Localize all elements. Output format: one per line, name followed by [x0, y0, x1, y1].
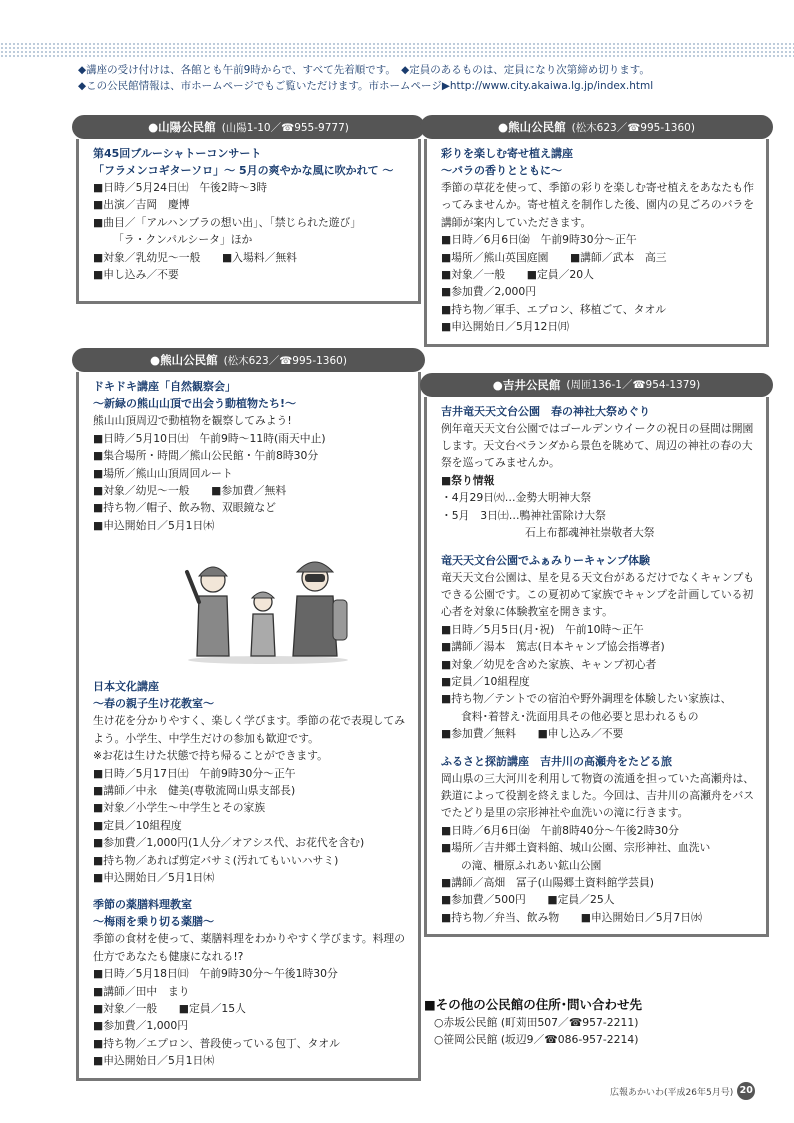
sanyo-section: [76, 139, 421, 304]
kumayama2-header: [420, 115, 773, 139]
info-line: 「ラ・クンパルシータ」ほか: [113, 233, 253, 247]
top-dot-band: [0, 42, 794, 58]
info-line: ■日時／5月10日㈯ 午前9時～11時(雨天中止): [93, 431, 326, 445]
fest-line: ・4月29日㈫…金勢大明神大祭: [441, 491, 592, 505]
notices: [78, 62, 778, 94]
info-line: ■持ち物／エプロン、普段使っている包丁、タオル: [93, 1036, 340, 1050]
nature-subtitle: ～新緑の熊山山頂で出会う動植物たち!～: [93, 397, 297, 411]
info-line: ■持ち物／テントでの宿泊や野外調理を体験したい家族は、: [441, 692, 732, 706]
fest-heading: ■祭り情報: [441, 473, 495, 487]
info-line: ■定員／10組程度: [93, 818, 182, 832]
info-line: ■曲目／「アルハンブラの想い出」、「禁じられた遊び」: [93, 215, 362, 229]
info-line: ■対象／一般 ■定員／15人: [93, 1001, 246, 1015]
notice-line: ◆講座の受け付けは、各館とも午前9時からで、すべて先着順です。 ◆定員のあるものは、定員になり次第締め切ります。: [78, 64, 650, 76]
left-column: [76, 115, 421, 1081]
info-line: ■対象／乳幼児～一般 ■入場料／無料: [93, 250, 297, 264]
nature-title: ドキドキ講座「自然観察会」: [93, 380, 236, 394]
shrine-block: [441, 403, 756, 542]
fest-line: ・5月 3日㈯…鴨神社雷除け大祭: [441, 508, 606, 522]
nature-block: [93, 378, 408, 534]
takasebune-title: ふるさと探訪講座 吉井川の高瀬舟をたどる旅: [441, 754, 672, 768]
info-line: ■持ち物／あれば剪定バサミ(汚れてもいいハサミ): [93, 853, 339, 867]
shrine-title: 吉井竜天天文台公園 春の神社大祭めぐり: [441, 404, 650, 418]
contact-title: ■その他の公民館の住所･問い合わせ先: [424, 997, 643, 1012]
info-line: ■講師／田中 まり: [93, 984, 190, 998]
info-line: ■参加費／1,000円(1人分／オアシス代、お花代を含む): [93, 836, 365, 850]
yoshii-header: [420, 373, 773, 397]
right-column: [424, 115, 769, 937]
kumayama-header: [72, 348, 425, 372]
camp-title: 竜天天文台公園でふぁみりーキャンプ体験: [441, 553, 650, 567]
info-line: ■参加費／無料 ■申し込み／不要: [441, 727, 624, 741]
info-line: ■参加費／2,000円: [441, 285, 537, 299]
notice-line: ◆この公民館情報は、市ホームページでもご覧いただけます。市ホームページ▶http://www.city.akaiwa.lg.jp/index.html: [78, 80, 654, 92]
info-line: ■申込開始日／5月12日㈪: [441, 320, 569, 334]
shrine-body: 例年竜天天文台公園ではゴールデンウイークの祝日の昼間は開園します。天文台ベランダから景色を眺めて、周辺の神社の春の大祭を巡ってみませんか。: [441, 421, 754, 470]
concert-block: [93, 145, 408, 283]
info-line: ■講師／湯本 篤志(日本キャンプ協会指導者): [441, 640, 665, 654]
info-line: ■講師／中永 健美(専敬流岡山県支部長): [93, 783, 296, 797]
footer-text: 広報あかいわ(平成26年5月号): [610, 1087, 734, 1098]
yoseue-body: 季節の草花を使って、季節の彩りを楽しむ寄せ植えをあなたも作ってみませんか。寄せ植えを制作した後、園内の見ごろのバラを講師が案内していただきます。: [441, 181, 755, 229]
ikebana-subtitle: ～春の親子生け花教室～: [93, 697, 214, 711]
hikers-illustration: [183, 552, 353, 664]
yakuzen-title: 季節の薬膳料理教室: [93, 898, 192, 912]
info-line: ■参加費／1,000円: [93, 1019, 189, 1033]
info-line: ■定員／10組程度: [441, 674, 530, 688]
info-line: ■日時／6月6日㈮ 午前8時40分～午後2時30分: [441, 823, 679, 837]
info-line: ■申込開始日／5月1日㈭: [93, 518, 215, 532]
kumayama-header-title: ●熊山公民館: [150, 353, 218, 368]
contact-box: [424, 996, 764, 1048]
info-line: ■申込開始日／5月1日㈭: [93, 870, 215, 884]
info-line: ■集合場所・時間／熊山公民館・午前8時30分: [93, 449, 319, 463]
sanyo-header-title: ●山陽公民館: [148, 120, 216, 134]
sanyo-header: [72, 115, 425, 139]
kumayama-header-sub: (松木623／☎995-1360): [223, 354, 347, 367]
info-line: 食料･着替え･洗面用具その他必要と思われるもの: [461, 709, 699, 723]
kumayama2-section: [424, 139, 769, 347]
info-line: ■対象／幼児～一般 ■参加費／無料: [93, 484, 287, 498]
concert-subtitle: 「フラメンコギターソロ」～ 5月の爽やかな風に吹かれて ～: [93, 164, 394, 177]
page-number: 20: [737, 1082, 755, 1100]
ikebana-title: 日本文化講座: [93, 680, 159, 694]
camp-block: [441, 552, 756, 743]
info-line: ■場所／熊山英国庭園 ■講師／武本 高三: [441, 250, 667, 264]
info-line: ■対象／小学生～中学生とその家族: [93, 801, 266, 815]
info-line: ■場所／吉井郷土資料館、城山公園、宗形神社、血洗い: [441, 841, 711, 855]
info-line: ■対象／幼児を含めた家族、キャンプ初心者: [441, 657, 657, 671]
yakuzen-subtitle: ～梅雨を乗り切る薬膳～: [93, 915, 214, 929]
yoshii-section: [424, 397, 769, 938]
yakuzen-body: 季節の食材を使って、薬膳料理をわかりやすく学びます。料理の仕方であなたも健康になれる!?: [93, 932, 406, 963]
kumayama2-header-sub: (松木623／☎995-1360): [571, 121, 695, 134]
info-line: ■参加費／500円 ■定員／25人: [441, 893, 615, 907]
footer: [610, 1082, 755, 1100]
info-line: ■申し込み／不要: [93, 268, 179, 282]
info-line: ■対象／一般 ■定員／20人: [441, 268, 594, 282]
takasebune-body: 岡山県の三大河川を利用して物資の流通を担っていた高瀬舟は、鉄道によって役割を終えました。今回は、吉井川の高瀬舟をバスでたどり是里の宗形神社や血洗いの滝に行きます。: [441, 771, 755, 820]
info-line: ■日時／5月5日(月･祝) 午前10時～正午: [441, 622, 644, 636]
info-line: ■講師／高畑 冨子(山陽郷土資料館学芸員): [441, 876, 654, 889]
info-line: の滝、柵原ふれあい鉱山公園: [461, 858, 602, 872]
info-line: ■日時／5月18日㈰ 午前9時30分～午後1時30分: [93, 967, 338, 981]
ikebana-body: 生け花を分かりやすく、楽しく学びます。季節の花で表現してみよう。小学生、中学生だけの参加も歓迎です。: [93, 714, 406, 745]
info-line: ■持ち物／軍手、エプロン、移植ごて、タオル: [441, 302, 667, 316]
takasebune-block: [441, 753, 756, 927]
info-line: ■持ち物／帽子、飲み物、双眼鏡など: [93, 501, 276, 515]
info-line: ■持ち物／弁当、飲み物 ■申込開始日／5月7日㈬: [441, 910, 702, 924]
info-line: ■日時／5月24日㈯ 午後2時～3時: [93, 181, 268, 194]
yoseue-subtitle: ～バラの香りとともに～: [441, 164, 562, 177]
camp-body: 竜天天文台公園は、星を見る天文台があるだけでなくキャンプもできる公園です。この夏初めて家族でキャンプを計画している初心者を対象に体験教室を開きます。: [441, 570, 755, 619]
info-line: ■申込開始日／5月1日㈭: [93, 1054, 215, 1068]
contact-line: ○赤坂公民館 (町苅田507／☎957-2211): [434, 1016, 639, 1029]
yoseue-title: 彩りを楽しむ寄せ植え講座: [441, 147, 573, 160]
kumayama-section: [76, 372, 421, 1080]
yoshii-header-title: ●吉井公民館: [492, 377, 561, 392]
yoshii-header-sub: (周匝136-1／☎954-1379): [566, 379, 701, 392]
ikebana-note: ※お花は生けた状態で持ち帰ることができます。: [93, 749, 328, 763]
contact-line: ○笹岡公民館 (坂辺9／☎086-957-2214): [434, 1033, 639, 1046]
yakuzen-block: [93, 896, 408, 1069]
yoseue-block: [441, 145, 756, 336]
ikebana-block: [93, 678, 408, 886]
info-line: ■出演／吉岡 慶博: [93, 198, 190, 212]
fest-line: 石上布都魂神社崇敬者大祭: [525, 526, 655, 540]
info-line: ■日時／6月6日㈮ 午前9時30分～正午: [441, 233, 637, 247]
info-line: ■場所／熊山山頂周回ルート: [93, 466, 233, 480]
kumayama2-header-title: ●熊山公民館: [498, 120, 566, 134]
info-line: ■日時／5月17日㈯ 午前9時30分～正午: [93, 766, 296, 780]
concert-title: 第45回ブルーシャトーコンサート: [93, 147, 262, 160]
nature-body: 熊山山頂周辺で動植物を観察してみよう!: [93, 414, 292, 428]
sanyo-header-sub: (山陽1-10／☎955-9777): [221, 121, 349, 134]
